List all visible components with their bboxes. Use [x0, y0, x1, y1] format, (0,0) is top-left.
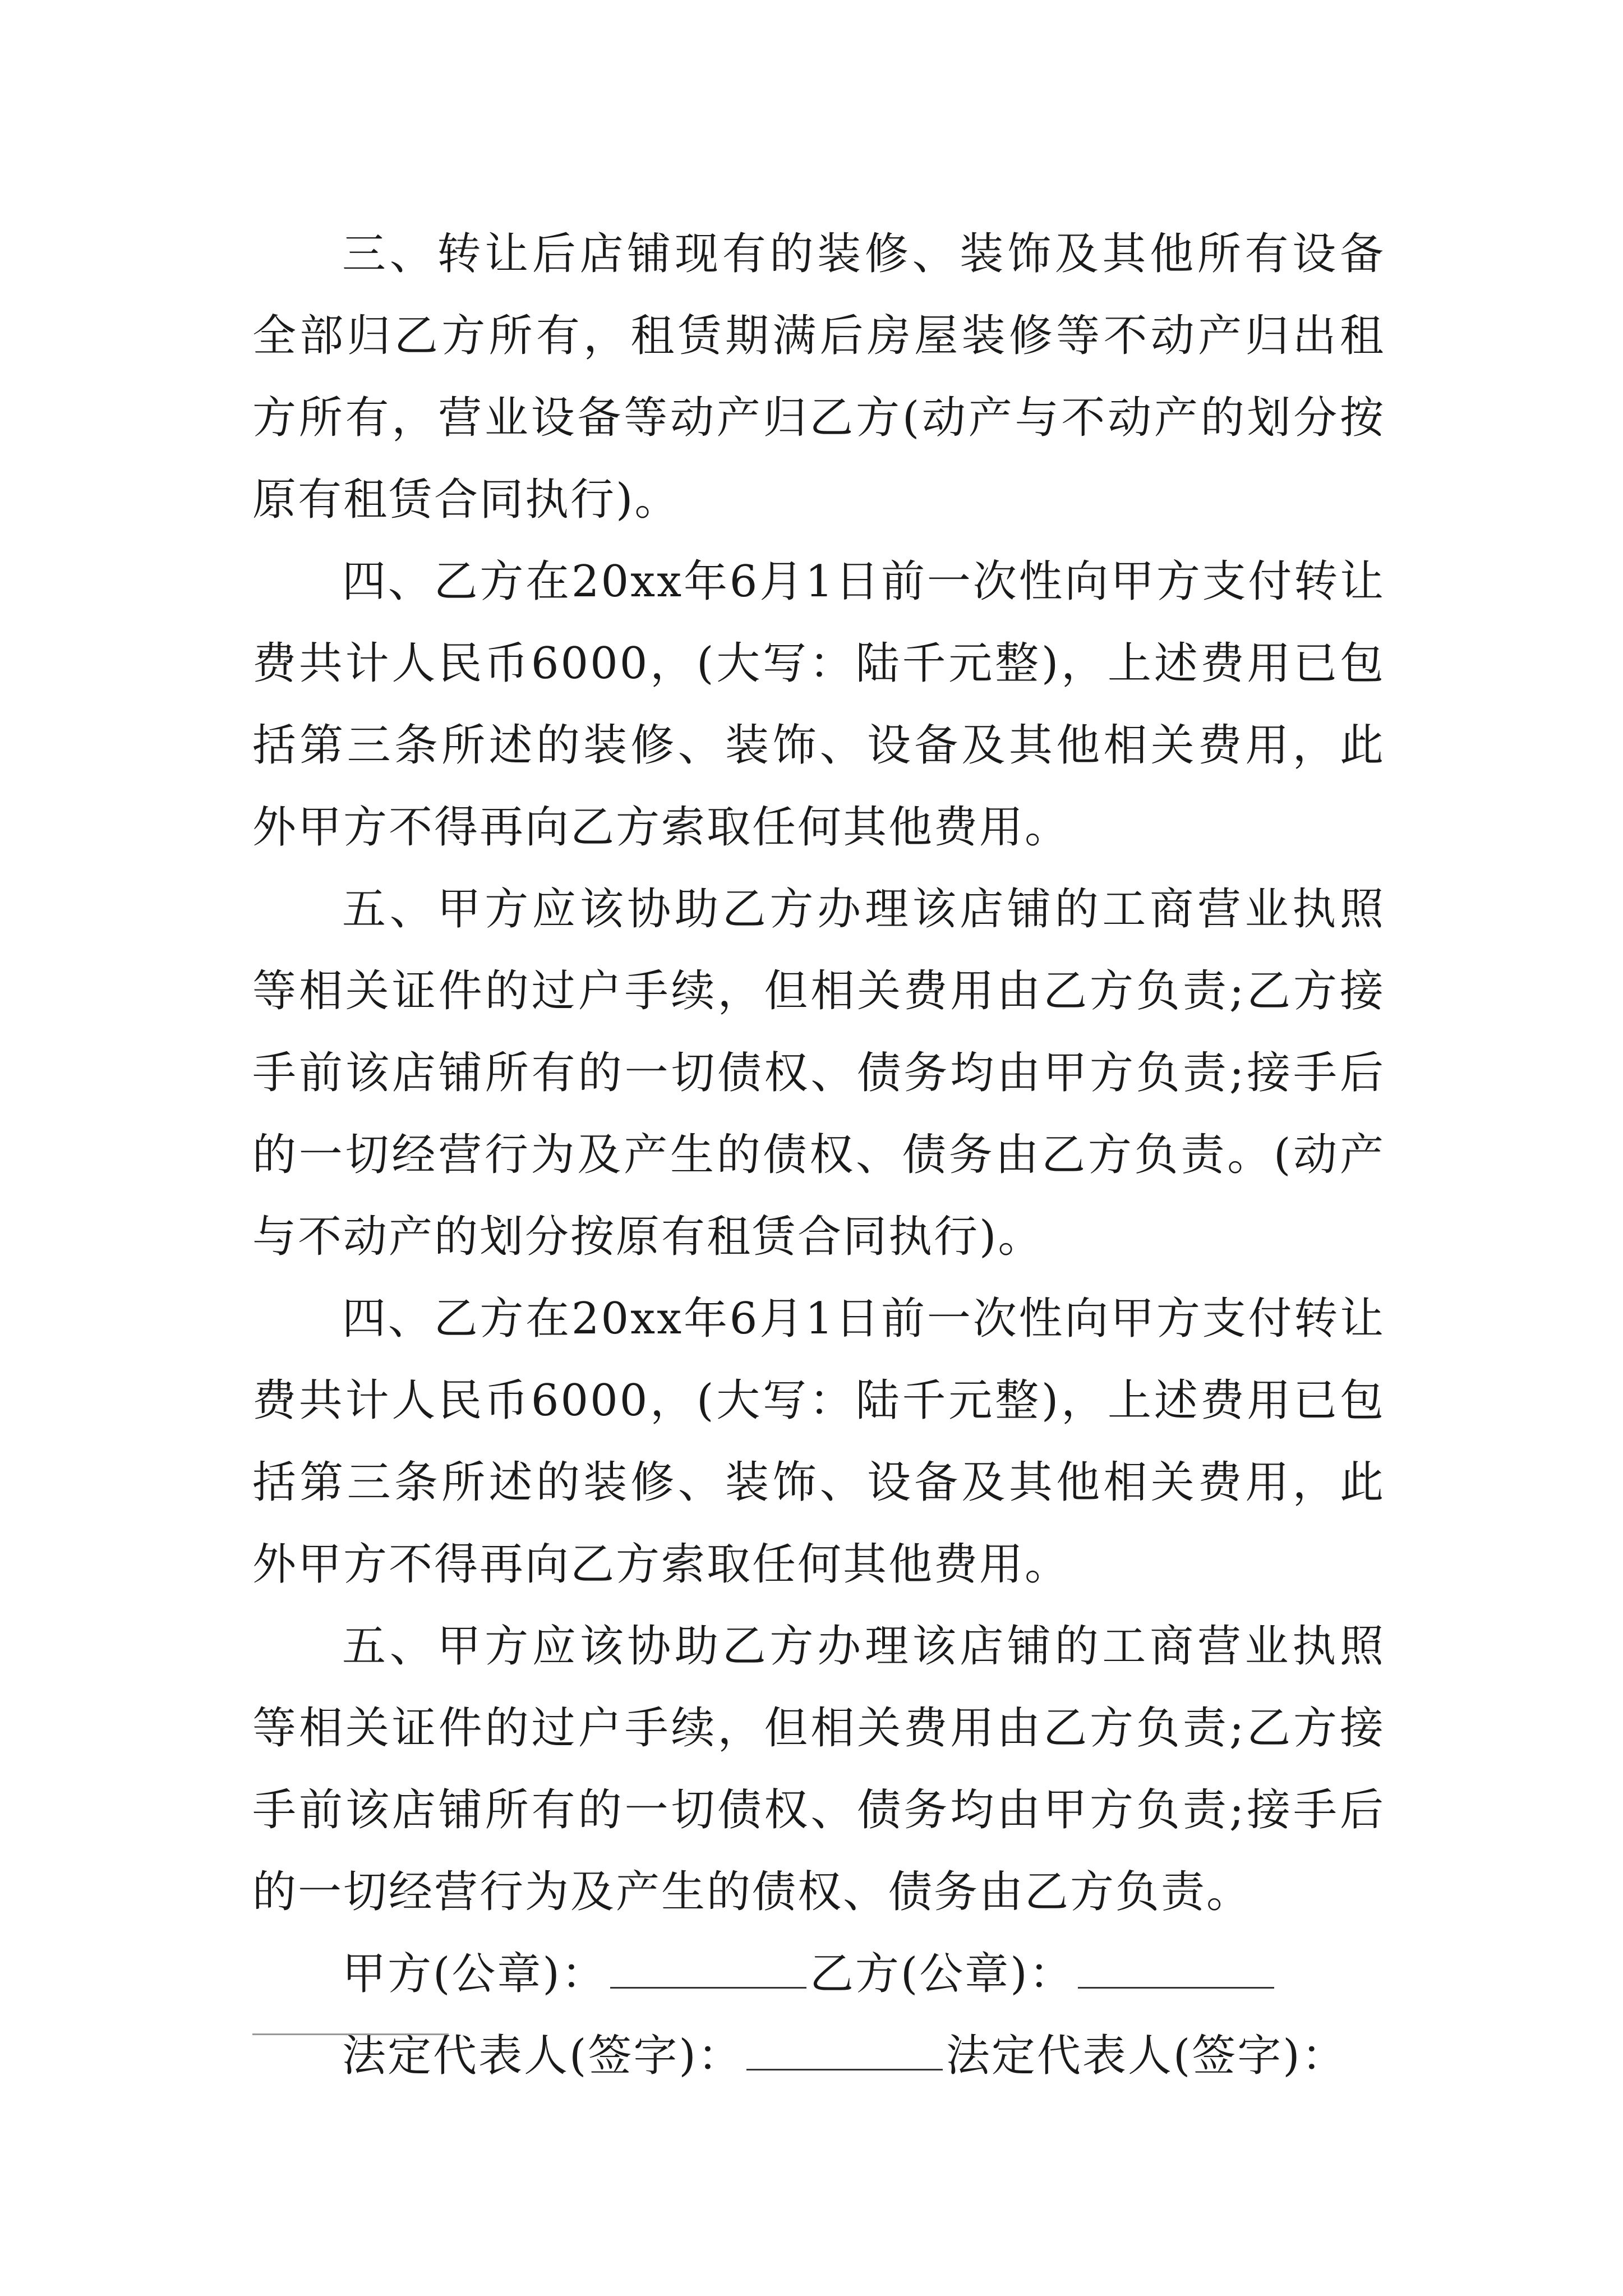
party-b-seal-label: 乙方(公章)： — [809, 1949, 1075, 1999]
clause-5-repeat-paragraph: 五、甲方应该协助乙方办理该店铺的工商营业执照等相关证件的过户手续，但相关费用由乙方负责;乙方接手前该店铺所有的一切债权、债务均由甲方负责;接手后的一切经营行为及产生的债权、债务由乙方负责。 — [252, 1621, 1385, 1917]
clause-5-paragraph: 五、甲方应该协助乙方办理该店铺的工商营业执照等相关证件的过户手续，但相关费用由乙方负责;乙方接手前该店铺所有的一切债权、债务均由甲方负责;接手后的一切经营行为及产生的债权、债务由乙方负责。(动产与不动产的划分按原有租赁合同执行)。 — [252, 884, 1385, 1262]
legal-rep-a-blank — [746, 2035, 943, 2070]
seal-signature-row — [252, 1933, 1385, 2015]
document-body — [252, 213, 1385, 2097]
party-b-seal-blank — [1078, 1953, 1274, 1989]
clause-3-paragraph: 三、转让后店铺现有的装修、装饰及其他所有设备全部归乙方所有，租赁期满后房屋装修等不动产归出租方所有，营业设备等动产归乙方(动产与不动产的划分按原有租赁合同执行)。 — [252, 229, 1385, 525]
legal-rep-signature-row — [252, 2015, 1385, 2097]
legal-rep-b-label: 法定代表人(签字)： — [946, 2031, 1347, 2081]
legal-rep-a-label: 法定代表人(签字)： — [342, 2031, 743, 2081]
party-a-seal-label: 甲方(公章)： — [342, 1949, 607, 1999]
party-a-seal-blank — [610, 1953, 806, 1989]
footnote-divider — [252, 2033, 449, 2035]
clause-4-paragraph: 四、乙方在20xx年6月1日前一次性向甲方支付转让费共计人民币6000，(大写：陆千元整)，上述费用已包括第三条所述的装修、装饰、设备及其他相关费用，此外甲方不得再向乙方索取任何其他费用。 — [252, 556, 1385, 853]
clause-4-repeat-paragraph: 四、乙方在20xx年6月1日前一次性向甲方支付转让费共计人民币6000，(大写：陆千元整)，上述费用已包括第三条所述的装修、装饰、设备及其他相关费用，此外甲方不得再向乙方索取任何其他费用。 — [252, 1294, 1385, 1590]
